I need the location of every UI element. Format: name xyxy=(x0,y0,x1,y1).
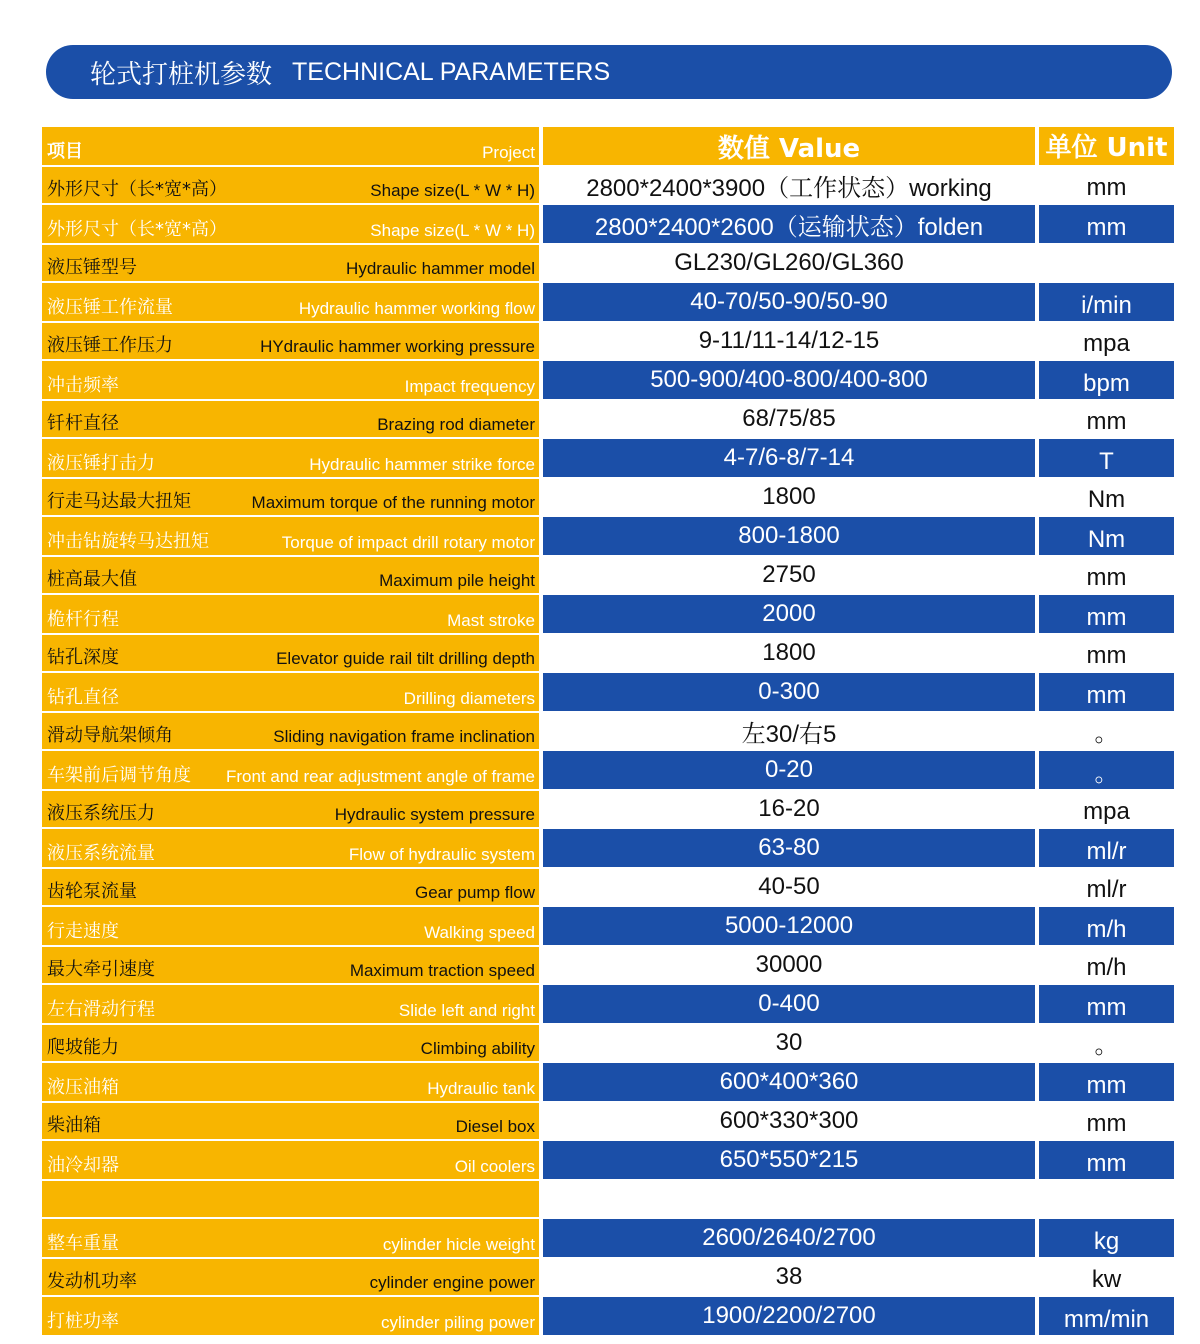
row-project-en: Flow of hydraulic system xyxy=(348,845,535,864)
row-value: GL230/GL260/GL360 xyxy=(543,245,1035,281)
row-project-cell xyxy=(42,595,539,633)
row-value: 30000 xyxy=(543,947,1035,983)
row-project-en: Mast stroke xyxy=(447,611,535,630)
row-project-cell xyxy=(42,1297,539,1335)
table-header-row xyxy=(42,127,1174,165)
row-project-en: Hydraulic hammer strike force xyxy=(309,455,535,474)
row-project-cn: 液压锤打击力 xyxy=(47,453,155,474)
row-project-cell xyxy=(42,1063,539,1101)
row-unit: Nm xyxy=(1039,517,1174,555)
row-project-cn: 爬坡能力 xyxy=(47,1037,119,1058)
row-project-cell xyxy=(42,245,539,281)
row-unit: kg xyxy=(1039,1219,1174,1257)
row-project-cn: 外形尺寸（长*宽*高） xyxy=(47,179,227,200)
row-value: 38 xyxy=(543,1259,1035,1295)
row-project-cn: 柴油箱 xyxy=(47,1115,101,1136)
row-unit: mm xyxy=(1039,401,1174,437)
title-en: TECHNICAL PARAMETERS xyxy=(292,57,611,86)
row-project-en: Hydraulic hammer model xyxy=(346,259,535,278)
row-project-cell xyxy=(42,673,539,711)
row-value: 40-50 xyxy=(543,869,1035,905)
row-project-cn: 钻孔直径 xyxy=(47,687,119,708)
row-project-cell xyxy=(42,713,539,749)
row-unit xyxy=(1039,245,1174,281)
row-unit: mm xyxy=(1039,595,1174,633)
row-value: 5000-12000 xyxy=(543,907,1035,945)
row-project-cn: 打桩功率 xyxy=(47,1311,119,1332)
row-value: 600*330*300 xyxy=(543,1103,1035,1139)
row-project-cell xyxy=(42,907,539,945)
row-project-cell xyxy=(42,985,539,1023)
row-project-en: Hydraulic tank xyxy=(427,1079,535,1098)
row-value: 左30/右5 xyxy=(543,713,1035,749)
row-project-cn: 液压油箱 xyxy=(47,1077,119,1098)
table-row xyxy=(42,907,1174,945)
header-unit: 单位 Unit xyxy=(1039,127,1174,165)
row-project-cell xyxy=(42,479,539,515)
row-project-cn: 行走马达最大扭矩 xyxy=(47,491,191,512)
row-value: 2800*2400*2600（运输状态）folden xyxy=(543,205,1035,243)
row-project-en: Maximum traction speed xyxy=(349,961,535,980)
row-project-en: Sliding navigation frame inclination xyxy=(273,727,535,746)
row-project-cn: 液压系统流量 xyxy=(47,843,155,864)
row-unit: mm xyxy=(1039,985,1174,1023)
row-project-cn: 冲击频率 xyxy=(47,375,119,396)
row-project-en: Hydraulic hammer working flow xyxy=(298,299,535,318)
row-project-cell xyxy=(42,791,539,827)
row-value: 1900/2200/2700 xyxy=(543,1297,1035,1335)
row-project-en: Diesel box xyxy=(455,1117,535,1136)
row-unit: ml/r xyxy=(1039,829,1174,867)
row-project-en: Climbing ability xyxy=(420,1039,535,1058)
row-unit: m/h xyxy=(1039,907,1174,945)
row-project-cn: 滑动导航架倾角 xyxy=(47,725,173,746)
row-unit: 。 xyxy=(1039,751,1174,789)
row-unit: i/min xyxy=(1039,283,1174,321)
row-unit: mpa xyxy=(1039,791,1174,827)
table-row xyxy=(42,167,1174,203)
row-project-cn: 钻孔深度 xyxy=(47,647,119,668)
row-project-cn: 冲击钻旋转马达扭矩 xyxy=(47,531,209,552)
row-unit: mm xyxy=(1039,205,1174,243)
row-project-en: Elevator guide rail tilt drilling depth xyxy=(276,649,535,668)
row-project-en: Shape size(L * W * H) xyxy=(370,181,535,200)
row-project-cn: 液压锤工作流量 xyxy=(47,297,173,318)
row-project-en: Maximum pile height xyxy=(379,571,535,590)
title-cn: 轮式打桩机参数 xyxy=(90,59,273,90)
row-project-cn: 桩高最大值 xyxy=(47,569,137,590)
row-value: 4-7/6-8/7-14 xyxy=(543,439,1035,477)
row-project-cell xyxy=(42,283,539,321)
row-project-cell xyxy=(42,829,539,867)
table-row xyxy=(42,713,1174,749)
row-project-cn: 行走速度 xyxy=(47,921,119,942)
table-row xyxy=(42,947,1174,983)
row-unit: 。 xyxy=(1039,1025,1174,1061)
row-unit: mm xyxy=(1039,167,1174,203)
row-project-en: Oil coolers xyxy=(454,1157,535,1176)
row-project-en: Drilling diameters xyxy=(403,689,535,708)
row-project-cell xyxy=(42,439,539,477)
table-row xyxy=(42,439,1174,477)
row-unit: mm xyxy=(1039,1103,1174,1139)
row-project-en: Shape size(L * W * H) xyxy=(370,221,535,240)
row-unit: mm xyxy=(1039,673,1174,711)
row-value: 2000 xyxy=(543,595,1035,633)
table-row xyxy=(42,401,1174,437)
row-value: 2800*2400*3900（工作状态）working xyxy=(543,167,1035,203)
header-project-en: Project xyxy=(482,143,535,162)
row-unit: T xyxy=(1039,439,1174,477)
row-project-cell xyxy=(42,947,539,983)
table-row xyxy=(42,205,1174,243)
row-project-cell xyxy=(42,1181,539,1217)
row-project-en: Slide left and right xyxy=(398,1001,535,1020)
row-project-cn: 油冷却器 xyxy=(47,1155,119,1176)
table-row xyxy=(42,479,1174,515)
row-project-cn: 最大牵引速度 xyxy=(47,959,155,980)
row-value: 800-1800 xyxy=(543,517,1035,555)
title-banner xyxy=(46,45,1172,99)
row-project-cn: 桅杆行程 xyxy=(47,609,119,630)
row-unit: mm/min xyxy=(1039,1297,1174,1335)
row-project-en: cylinder piling power xyxy=(380,1313,535,1332)
row-project-cell xyxy=(42,1141,539,1179)
row-project-cell xyxy=(42,323,539,359)
table-row xyxy=(42,323,1174,359)
table-row xyxy=(42,1063,1174,1101)
table-row xyxy=(42,791,1174,827)
row-project-cn: 整车重量 xyxy=(47,1233,119,1254)
row-value: 68/75/85 xyxy=(543,401,1035,437)
row-value: 30 xyxy=(543,1025,1035,1061)
table-row xyxy=(42,829,1174,867)
table-row xyxy=(42,1219,1174,1257)
row-value: 0-20 xyxy=(543,751,1035,789)
row-project-en: Torque of impact drill rotary motor xyxy=(281,533,535,552)
row-project-cell xyxy=(42,635,539,671)
parameters-table xyxy=(42,127,1174,1337)
table-row xyxy=(42,517,1174,555)
row-value: 63-80 xyxy=(543,829,1035,867)
row-project-en: Walking speed xyxy=(424,923,535,942)
table-row xyxy=(42,557,1174,593)
row-project-cn: 车架前后调节角度 xyxy=(47,765,191,786)
table-row xyxy=(42,1181,1174,1217)
row-project-cell xyxy=(42,1025,539,1061)
row-unit: mm xyxy=(1039,1141,1174,1179)
table-row xyxy=(42,751,1174,789)
row-project-cn: 液压锤型号 xyxy=(47,257,137,278)
row-value: 0-400 xyxy=(543,985,1035,1023)
header-value: 数值 Value xyxy=(543,127,1035,165)
row-unit: mm xyxy=(1039,1063,1174,1101)
row-unit: bpm xyxy=(1039,361,1174,399)
row-value: 0-300 xyxy=(543,673,1035,711)
row-value: 2750 xyxy=(543,557,1035,593)
row-project-en: Impact frequency xyxy=(404,377,535,396)
row-value: 500-900/400-800/400-800 xyxy=(543,361,1035,399)
row-value xyxy=(543,1181,1035,1217)
row-unit: mm xyxy=(1039,635,1174,671)
row-project-cell xyxy=(42,557,539,593)
header-project-cell xyxy=(42,127,539,165)
table-row xyxy=(42,595,1174,633)
row-project-cell xyxy=(42,517,539,555)
row-value: 1800 xyxy=(543,635,1035,671)
row-project-cn: 发动机功率 xyxy=(47,1271,137,1292)
table-row xyxy=(42,283,1174,321)
row-value: 9-11/11-14/12-15 xyxy=(543,323,1035,359)
row-project-cell xyxy=(42,1103,539,1139)
table-row xyxy=(42,985,1174,1023)
row-project-cn: 外形尺寸（长*宽*高） xyxy=(47,219,227,240)
table-row xyxy=(42,361,1174,399)
table-row xyxy=(42,245,1174,281)
row-unit: ml/r xyxy=(1039,869,1174,905)
row-project-cell xyxy=(42,1259,539,1295)
row-unit: 。 xyxy=(1039,713,1174,749)
table-row xyxy=(42,1259,1174,1295)
row-project-cn: 左右滑动行程 xyxy=(47,999,155,1020)
row-project-cell xyxy=(42,751,539,789)
row-value: 1800 xyxy=(543,479,1035,515)
row-unit: mpa xyxy=(1039,323,1174,359)
row-project-cn: 齿轮泵流量 xyxy=(47,881,137,902)
row-project-cell xyxy=(42,401,539,437)
row-unit: kw xyxy=(1039,1259,1174,1295)
row-project-en: cylinder engine power xyxy=(369,1273,535,1292)
row-project-en: Brazing rod diameter xyxy=(377,415,535,434)
row-value: 650*550*215 xyxy=(543,1141,1035,1179)
row-project-en: HYdraulic hammer working pressure xyxy=(260,337,535,356)
row-project-en: Front and rear adjustment angle of frame xyxy=(226,767,535,786)
row-project-en: cylinder hicle weight xyxy=(382,1235,535,1254)
table-row xyxy=(42,1025,1174,1061)
row-value: 600*400*360 xyxy=(543,1063,1035,1101)
row-unit: Nm xyxy=(1039,479,1174,515)
row-value: 2600/2640/2700 xyxy=(543,1219,1035,1257)
row-project-cn: 液压系统压力 xyxy=(47,803,155,824)
header-project-cn: 项目 xyxy=(47,141,83,162)
table-row xyxy=(42,1297,1174,1335)
row-unit: m/h xyxy=(1039,947,1174,983)
table-row xyxy=(42,635,1174,671)
table-row xyxy=(42,673,1174,711)
row-project-en: Gear pump flow xyxy=(415,883,535,902)
table-row xyxy=(42,1141,1174,1179)
row-unit: mm xyxy=(1039,557,1174,593)
table-row xyxy=(42,869,1174,905)
row-project-cell xyxy=(42,205,539,243)
row-project-en: Maximum torque of the running motor xyxy=(251,493,535,512)
row-project-cell xyxy=(42,361,539,399)
row-project-cn: 钎杆直径 xyxy=(47,413,119,434)
row-value: 16-20 xyxy=(543,791,1035,827)
row-unit xyxy=(1039,1181,1174,1217)
row-project-cell xyxy=(42,869,539,905)
row-project-en: Hydraulic system pressure xyxy=(334,805,535,824)
row-value: 40-70/50-90/50-90 xyxy=(543,283,1035,321)
row-project-cn: 液压锤工作压力 xyxy=(47,335,173,356)
row-project-cell xyxy=(42,167,539,203)
table-row xyxy=(42,1103,1174,1139)
row-project-cell xyxy=(42,1219,539,1257)
